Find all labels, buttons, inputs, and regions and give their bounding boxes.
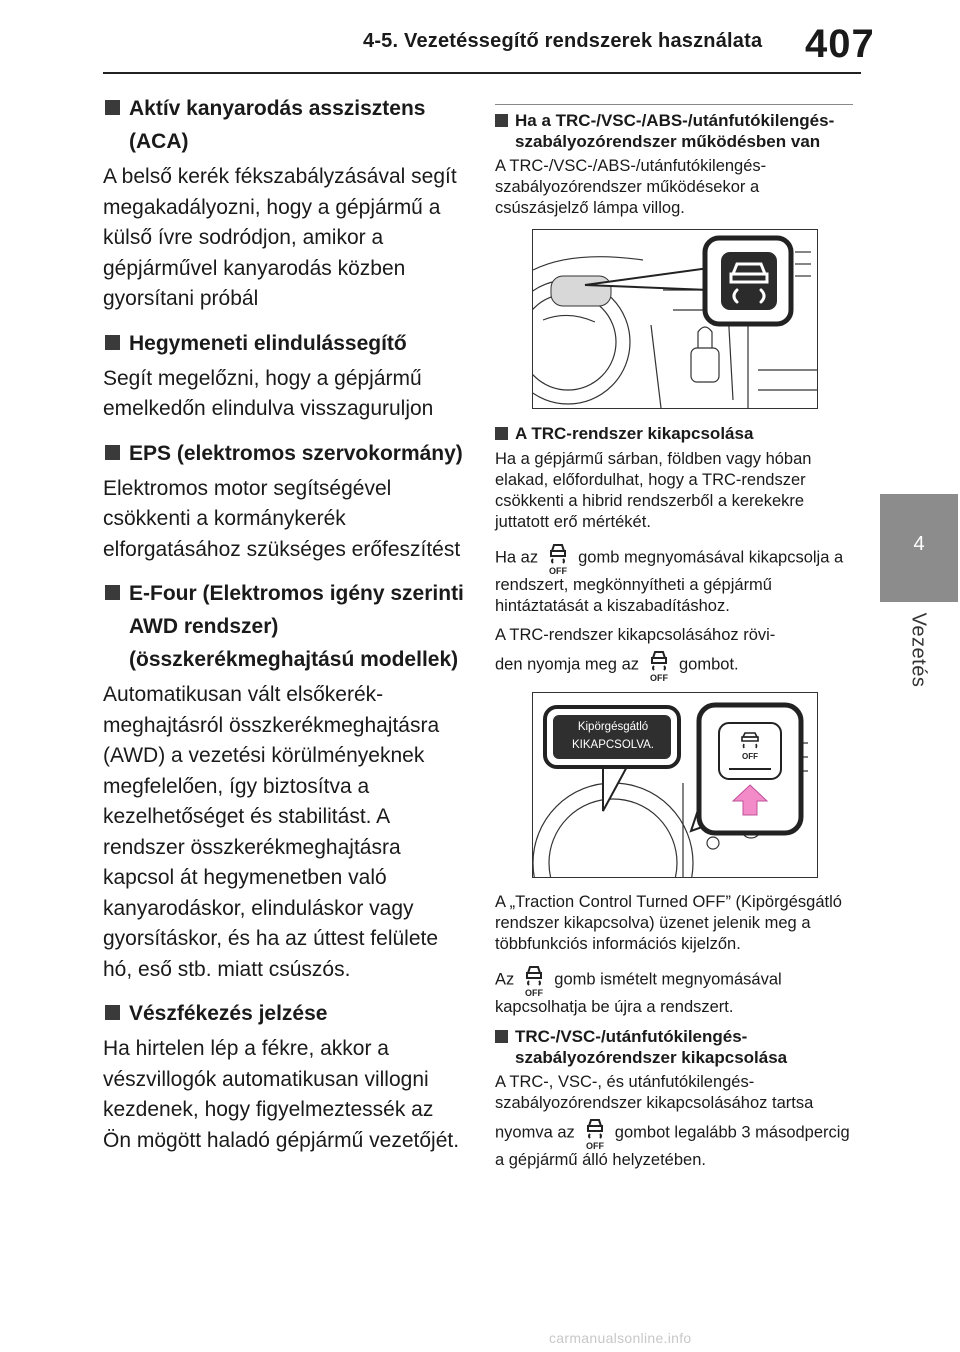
paragraph-trc-off-2: A TRC-rendszer kikapcsolásához rövi- [495, 626, 776, 644]
off-label: OFF [650, 673, 668, 682]
section-heading: Ha a TRC-/VSC-/ABS-/utánfutókilengés-szabályozórendszer működésben van [515, 111, 835, 151]
section-heading: A TRC-rendszer kikapcsolása [515, 424, 754, 443]
paragraph-trc-off-3: den nyomja meg az OFF gombot. [495, 648, 855, 682]
paragraph-reenable: Az OFF gomb ismételt megnyomásával kapcsolhatja be újra a rendszert. [495, 963, 855, 1018]
section-heading: Vészfékezés jelzése [129, 1002, 328, 1025]
section-body: A belső kerék fékszabályzásával segít megakadályozni, hogy a gépjármű a külső ívre sodródjon, amikor a gépjárművel kanyarodás közben gyorsítani próbál [103, 165, 457, 310]
off-label: OFF [525, 988, 544, 997]
chapter-label: Vezetés [907, 612, 930, 688]
page-number: 407 [805, 22, 875, 66]
right-column [495, 110, 855, 1179]
square-bullet-icon [103, 997, 129, 1030]
paragraph-trc-off: Ha az OFF gomb megnyomásával kikapcsolja a rendszert, megkönnyítheti a gépjármű hintáztatását a kiszabadításhoz. [495, 541, 855, 617]
chapter-label-wrap [888, 610, 948, 690]
square-bullet-icon [103, 92, 129, 158]
square-bullet-icon [103, 577, 129, 676]
vsc-off-icon [581, 1116, 609, 1150]
vsc-off-icon [544, 541, 572, 575]
section-heading: Hegymeneti elindulássegítő [129, 331, 407, 355]
square-bullet-icon [495, 423, 515, 445]
section-heading: EPS (elektromos szervokormány) [129, 441, 463, 465]
display-message-line1: Kipörgésgátló [577, 721, 649, 733]
section-body: Segít megelőzni, hogy a gépjármű emelkedőn elindulva visszaguruljon [103, 366, 434, 420]
off-label: OFF [549, 566, 568, 575]
section-eps [103, 437, 465, 566]
section-e-four [103, 577, 465, 985]
figure-trc-off-button [532, 692, 818, 878]
section-title: 4-5. Vezetéssegítő rendszerek használata [363, 30, 763, 52]
section-heading: Aktív kanyarodás asszisztens (ACA) [129, 97, 426, 153]
off-label: OFF [742, 752, 758, 761]
paragraph-hold: nyomva az OFF gombot legalább 3 másodpercig a gépjármű álló helyzetében. [495, 1116, 855, 1171]
square-bullet-icon [495, 1026, 515, 1068]
section-body: A TRC-/VSC-/ABS-/utánfutókilengés-szabályozórendszer működésekor a csúszásjelző lámpa villog. [495, 157, 767, 217]
square-bullet-icon [495, 110, 515, 152]
display-message-line2: KIKAPCSOLVA. [571, 739, 655, 751]
section-aca [103, 92, 465, 315]
section-heading: E-Four (Elektromos igény szerinti AWD rendszer) (összkerékmeghajtású modellek) [129, 582, 464, 671]
header-rule [103, 72, 861, 74]
section-body: Ha hirtelen lép a fékre, akkor a vészvillogók automatikusan villogni kezdenek, hogy figyelmeztessék az Ön mögött haladó gépjármű vezetőjét. [103, 1037, 460, 1152]
section-body: A TRC-, VSC-, és utánfutókilengés-szabályozórendszer kikapcsolásához tartsa [495, 1073, 814, 1112]
section-body: Ha a gépjármű sárban, földben vagy hóban elakad, előfordulhat, hogy a TRC-rendszer csökkenti a hibrid rendszerből a kerekekre juttatott erő mértékét. [495, 450, 812, 531]
vsc-off-icon [520, 963, 548, 997]
watermark: carmanualsonline.info [549, 1330, 692, 1346]
section-body: Automatikusan vált elsőkerék-meghajtásról összkerékmeghajtásra (AWD) a vezetési körülményeknek megfelelően, így biztosítva a kezelhetőséget és stabilitást. A rendszer összkerékmeghajtásra kapcsol át hegymenetben való kanyarodáskor, elinduláskor vagy gyorsításkor, és ha az úttest felülete hó, eső stb. miatt csúszós. [103, 683, 440, 981]
dashboard-illustration [533, 230, 817, 408]
off-label: OFF [585, 1141, 604, 1150]
section-body: Elektromos motor segítségével csökkenti a kormánykerék elforgatásához szükséges erőfeszítést [103, 476, 461, 561]
section-emergency-brake [103, 997, 465, 1156]
section-hill-start [103, 327, 465, 425]
square-bullet-icon [103, 437, 129, 470]
chapter-number: 4 [913, 533, 925, 555]
right-column-rule [495, 104, 853, 105]
vsc-off-icon [645, 648, 673, 682]
paragraph-message: A „Traction Control Turned OFF” (Kipörgésgátló rendszer kikapcsolva) üzenet jelenik meg a többfunkciós információs kijelzőn. [495, 893, 842, 953]
figure-slip-indicator [532, 229, 818, 409]
left-column [103, 88, 465, 1168]
section-heading: TRC-/VSC-/utánfutókilengés-szabályozórendszer kikapcsolása [515, 1027, 788, 1067]
square-bullet-icon [103, 327, 129, 360]
